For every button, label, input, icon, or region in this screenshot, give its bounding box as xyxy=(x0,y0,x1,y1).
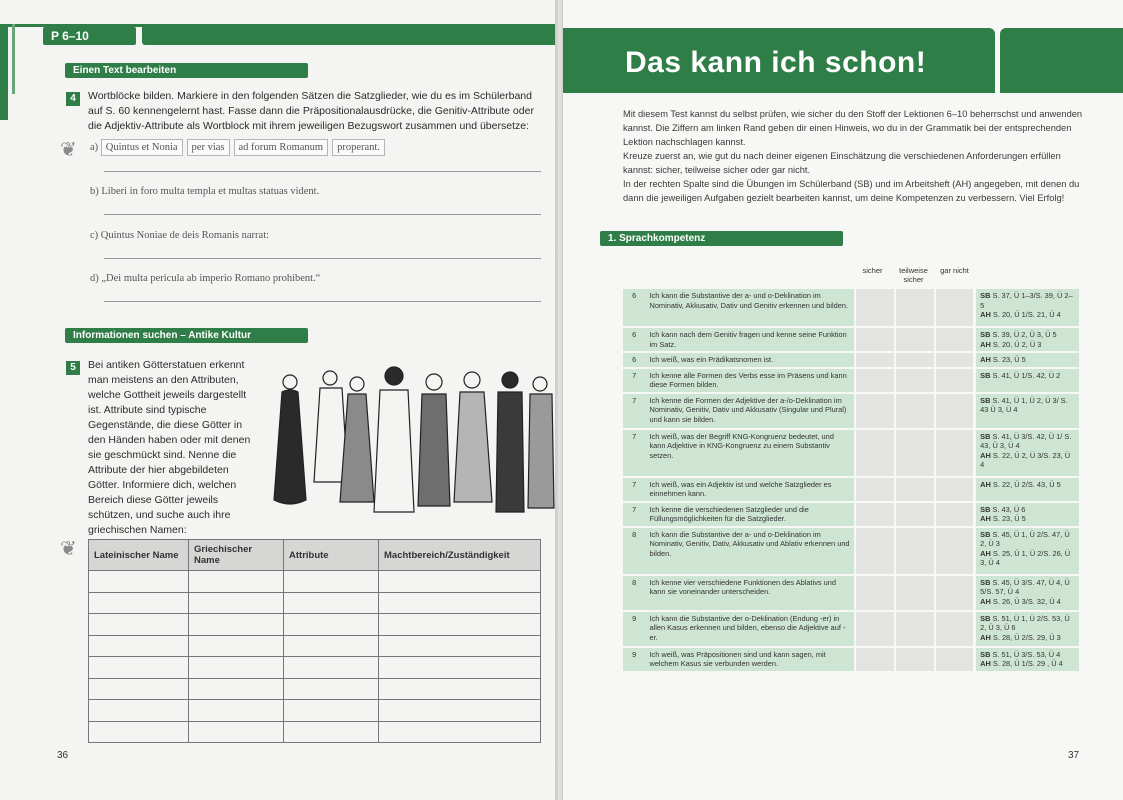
checkbox-sicher[interactable] xyxy=(855,368,895,393)
left-edge-accent xyxy=(12,24,15,94)
checkbox-gar-nicht[interactable] xyxy=(935,429,975,477)
word-block: per vias xyxy=(187,139,230,156)
checkbox-teilweise[interactable] xyxy=(895,575,935,611)
competence-description: Ich weiß, was ein Adjektiv ist und welche Satzglieder es einnehmen kann. xyxy=(645,477,855,502)
sb-reference: SB S. 51, Ü 3/S. 53, Ü 4 xyxy=(980,649,1061,659)
exercise-reference xyxy=(975,575,1079,611)
table-row[interactable] xyxy=(89,700,541,722)
lesson-number: 7 xyxy=(623,429,645,477)
sb-reference: SB S. 41, Ü 1/S. 42, Ü 2 xyxy=(980,370,1061,380)
word-block: ad forum Romanum xyxy=(234,139,329,156)
task-number: 5 xyxy=(66,361,80,375)
checkbox-sicher[interactable] xyxy=(855,502,895,527)
sb-reference: SB S. 45, Ü 3/S. 47, Ü 4, Ü 5/S. 57, Ü 4 xyxy=(980,577,1070,596)
exercise-reference xyxy=(975,327,1079,352)
exercise-reference xyxy=(975,352,1079,368)
table-row[interactable] xyxy=(89,571,541,593)
table-row xyxy=(623,327,1079,352)
sb-reference: SB S. 51, Ü 1, Ü 2/S. 53, Ü 2, Ü 3, Ü 6 xyxy=(980,613,1070,632)
column-header-sicher: sicher xyxy=(862,266,883,275)
lesson-number: 7 xyxy=(623,502,645,527)
ah-reference: AH S. 22, Ü 2/S. 43, Ü 5 xyxy=(980,479,1061,489)
table-row[interactable] xyxy=(89,721,541,743)
table-row xyxy=(623,527,1079,575)
laurel-icon: ❦ xyxy=(60,538,77,560)
answer-line[interactable] xyxy=(104,301,541,302)
checkbox-sicher[interactable] xyxy=(855,647,895,672)
checkbox-sicher[interactable] xyxy=(855,575,895,611)
ah-reference: AH S. 22, Ü 2, Ü 3/S. 23, Ü 4 xyxy=(980,450,1071,469)
table-row xyxy=(623,393,1079,429)
checkbox-gar-nicht[interactable] xyxy=(935,575,975,611)
left-page xyxy=(0,0,557,800)
table-row[interactable] xyxy=(89,614,541,636)
checkbox-gar-nicht[interactable] xyxy=(935,611,975,647)
checkbox-gar-nicht[interactable] xyxy=(935,502,975,527)
gods-illustration xyxy=(262,362,557,528)
competence-description: Ich kenne die verschiedenen Satzglieder und die Füllungsmöglichkeiten für die Satzglieder. xyxy=(645,502,855,527)
lesson-number: 9 xyxy=(623,647,645,672)
competence-description: Ich kann die Substantive der a- und o-Deklination im Nominativ, Akkusativ, Dativ und Genitiv erkennen und bilden. xyxy=(645,289,855,327)
table-row xyxy=(623,647,1079,672)
checkbox-teilweise[interactable] xyxy=(895,477,935,502)
exercise-a: a) Quintus et Nonia per vias ad forum Romanum properant. xyxy=(90,139,540,156)
column-header-gar-nicht: gar nicht xyxy=(940,266,969,275)
checkbox-teilweise[interactable] xyxy=(895,502,935,527)
exercise-c: c) Quintus Noniae de deis Romanis narrat: xyxy=(90,230,270,241)
exercise-reference xyxy=(975,368,1079,393)
checkbox-teilweise[interactable] xyxy=(895,429,935,477)
checkbox-gar-nicht[interactable] xyxy=(935,647,975,672)
sb-reference: SB S. 41, Ü 3/S. 42, Ü 1/ S. 43, Ü 3, Ü 4 xyxy=(980,431,1072,450)
lesson-number: 7 xyxy=(623,477,645,502)
exercise-b: b) Liberi in foro multa templa et multas statuas vident. xyxy=(90,186,320,197)
answer-line[interactable] xyxy=(104,171,541,172)
exercise-reference xyxy=(975,647,1079,672)
competence-description: Ich weiß, was ein Prädikatsnomen ist. xyxy=(645,352,855,368)
table-row[interactable] xyxy=(89,592,541,614)
checkbox-teilweise[interactable] xyxy=(895,393,935,429)
sb-reference: SB S. 43, Ü 6 xyxy=(980,504,1026,514)
sb-reference: SB S. 41, Ü 1, Ü 2, Ü 3/ S. 43 Ü 3, Ü 4 xyxy=(980,395,1068,414)
checkbox-gar-nicht[interactable] xyxy=(935,289,975,327)
section-heading-text: Einen Text bearbeiten xyxy=(65,63,308,78)
header-band xyxy=(142,27,557,45)
lesson-number: 7 xyxy=(623,393,645,429)
competence-description: Ich kann die Substantive der o-Deklination (Endung -er) in allen Kasus erkennen und bilden, ebenso die Adjektive auf -er. xyxy=(645,611,855,647)
word-block: Quintus et Nonia xyxy=(101,139,183,156)
task-instructions: Wortblöcke bilden. Markiere in den folgenden Sätzen die Satzglieder, wie du es im Schülerband auf S. 60 kennengelernt hast. Fasse dann die Präpositionalausdrücke, die Genitiv-Attribute oder die Adjektiv-Attribute als Wortblock mit ihrem jeweiligen Bezugswort zusammen und übersetze: xyxy=(88,90,534,132)
table-header: Machtbereich/Zuständigkeit xyxy=(379,540,541,571)
table-header: Lateinischer Name xyxy=(89,540,189,571)
table-row[interactable] xyxy=(89,678,541,700)
table-row xyxy=(623,352,1079,368)
lesson-number: 9 xyxy=(623,611,645,647)
ah-reference: AH S. 25, Ü 1, Ü 2/S. 26, Ü 3, Ü 4 xyxy=(980,548,1071,567)
exercise-reference xyxy=(975,289,1079,327)
checkbox-teilweise[interactable] xyxy=(895,327,935,352)
page-number: 37 xyxy=(1068,750,1080,761)
checkbox-sicher[interactable] xyxy=(855,429,895,477)
exercise-reference xyxy=(975,429,1079,477)
word-block: properant. xyxy=(332,139,385,156)
checkbox-sicher[interactable] xyxy=(855,527,895,575)
competence-description: Ich kann nach dem Genitiv fragen und kenne seine Funktion im Satz. xyxy=(645,327,855,352)
checkbox-sicher[interactable] xyxy=(855,477,895,502)
ah-reference: AH S. 20, Ü 1/S. 21, Ü 4 xyxy=(980,310,1061,319)
table-row[interactable] xyxy=(89,657,541,679)
left-edge-bar xyxy=(0,24,8,120)
competence-description: Ich kenne die Formen der Adjektive der a-/o-Deklination im Nominativ, Genitiv, Dativ und Akkusativ (Singular und Plural) und kann sie bilden. xyxy=(645,393,855,429)
checkbox-sicher[interactable] xyxy=(855,289,895,327)
page-number: 36 xyxy=(57,750,69,761)
lesson-number: 7 xyxy=(623,368,645,393)
task-instructions: Bei antiken Götterstatuen erkennt man meistens an den Attributen, welche Gottheit jeweils dargestellt ist. Attribute sind typische Gegenstände, die diese Götter in den Händen haben oder mit denen sie geschmückt sind. Nenne die Attribute der hier abgebildeten Götter. Informiere dich, welchen Bereich diese Götter jeweils schützen, und suche auch ihre griechischen Namen: xyxy=(88,359,251,536)
exercise-d: d) „Dei multa pericula ab imperio Romano prohibent.“ xyxy=(90,273,321,284)
sb-reference: SB S. 39, Ü 2, Ü 3, Ü 5 xyxy=(980,330,1057,339)
lesson-number: 8 xyxy=(623,527,645,575)
answer-line[interactable] xyxy=(104,258,541,259)
checkbox-gar-nicht[interactable] xyxy=(935,477,975,502)
table-header: Griechischer Name xyxy=(189,540,284,571)
table-row xyxy=(623,611,1079,647)
lesson-number: 6 xyxy=(623,327,645,352)
checkbox-gar-nicht[interactable] xyxy=(935,527,975,575)
checkbox-sicher[interactable] xyxy=(855,393,895,429)
ah-reference: AH S. 23, Ü 5 xyxy=(980,514,1026,523)
checkbox-teilweise[interactable] xyxy=(895,352,935,368)
ah-reference: AH S. 28, Ü 2/S. 29, Ü 3 xyxy=(980,632,1061,642)
ah-reference: AH S. 28, Ü 1/S. 29 , Ü 4 xyxy=(980,659,1063,668)
ah-reference: AH S. 26, Ü 3/S. 32, Ü 4 xyxy=(980,596,1061,606)
exercise-reference xyxy=(975,393,1079,429)
checkbox-sicher[interactable] xyxy=(855,611,895,647)
competence-description: Ich weiß, was Präpositionen sind und kann sagen, mit welchem Kasus sie verbunden werden. xyxy=(645,647,855,672)
section-heading-text: 1. Sprachkompetenz xyxy=(600,231,843,246)
table-row xyxy=(623,429,1079,477)
competence-description: Ich kenne vier verschiedene Funktionen des Ablativs und kann sie voneinander unterscheiden. xyxy=(645,575,855,611)
lesson-number: 8 xyxy=(623,575,645,611)
checkbox-gar-nicht[interactable] xyxy=(935,393,975,429)
intro-text: Mit diesem Test kannst du selbst prüfen, wie sicher du den Stoff der Lektionen 6–10 beherrschst und anwenden kannst. Die Ziffern am linken Rand geben dir einen Hinweis, wo du in der Grammatik bei der entsprechenden Lektion nachschlagen kannst. Kreuze zuerst an, wie gut du nach deiner eigenen Einschätzung die verschiedenen Anforderungen erfüllen kannst: sicher, teilweise sicher oder gar nicht. In der rechten Spalte sind die Übungen im Schülerband (SB) und im Arbeitsheft (AH) angegeben, mit denen du dann die jeweiligen Aufgaben gezielt bearbeiten kannst, um deine Kompetenzen zu verbessern. Viel Erfolg! xyxy=(623,109,1083,203)
table-header-row xyxy=(89,540,541,571)
task-number: 4 xyxy=(66,92,80,106)
page-tag: P 6–10 xyxy=(43,27,136,45)
competence-table xyxy=(623,289,1079,673)
checkbox-sicher[interactable] xyxy=(855,352,895,368)
table-row xyxy=(623,502,1079,527)
checkbox-teilweise[interactable] xyxy=(895,647,935,672)
exercise-reference xyxy=(975,611,1079,647)
laurel-icon: ❦ xyxy=(60,139,77,161)
page-title: Das kann ich schon! xyxy=(625,46,927,79)
sb-reference: SB S. 45, Ü 1, Ü 2/S. 47, Ü 2, Ü 3 xyxy=(980,529,1070,548)
checkbox-sicher[interactable] xyxy=(855,327,895,352)
checkbox-teilweise[interactable] xyxy=(895,611,935,647)
title-band-right xyxy=(1000,28,1123,93)
column-header-teilweise: teilweise sicher xyxy=(899,266,928,284)
table-row[interactable] xyxy=(89,635,541,657)
gods-table xyxy=(88,539,541,743)
answer-line[interactable] xyxy=(104,214,541,215)
ah-reference: AH S. 23, Ü 5 xyxy=(980,355,1026,364)
exercise-reference xyxy=(975,502,1079,527)
checkbox-teilweise[interactable] xyxy=(895,527,935,575)
table-row xyxy=(623,575,1079,611)
competence-description: Ich weiß, was der Begriff KNG-Kongruenz bedeutet, und kann Adjektive in KNG-Kongruenz zu einem Substantiv setzen. xyxy=(645,429,855,477)
table-row xyxy=(623,368,1079,393)
exercise-reference xyxy=(975,477,1079,502)
section-heading-text: Informationen suchen – Antike Kultur xyxy=(65,328,308,343)
right-page xyxy=(563,0,1123,800)
exercise-reference xyxy=(975,527,1079,575)
competence-description: Ich kann die Substantive der a- und o-Deklination im Nominativ, Genitiv, Dativ, Akkusativ und Ablativ erkennen und bilden. xyxy=(645,527,855,575)
checkbox-teilweise[interactable] xyxy=(895,289,935,327)
checkbox-gar-nicht[interactable] xyxy=(935,352,975,368)
lesson-number: 6 xyxy=(623,289,645,327)
competence-description: Ich kenne alle Formen des Verbs esse im Präsens und kann diese Formen bilden. xyxy=(645,368,855,393)
table-header: Attribute xyxy=(284,540,379,571)
lesson-number: 6 xyxy=(623,352,645,368)
sb-reference: SB S. 37, Ü 1–3/S. 39, Ü 2–5 xyxy=(980,291,1073,310)
checkbox-teilweise[interactable] xyxy=(895,368,935,393)
table-row xyxy=(623,477,1079,502)
table-row xyxy=(623,289,1079,327)
checkbox-gar-nicht[interactable] xyxy=(935,368,975,393)
checkbox-gar-nicht[interactable] xyxy=(935,327,975,352)
ah-reference: AH S. 20, Ü 2, Ü 3 xyxy=(980,339,1042,349)
